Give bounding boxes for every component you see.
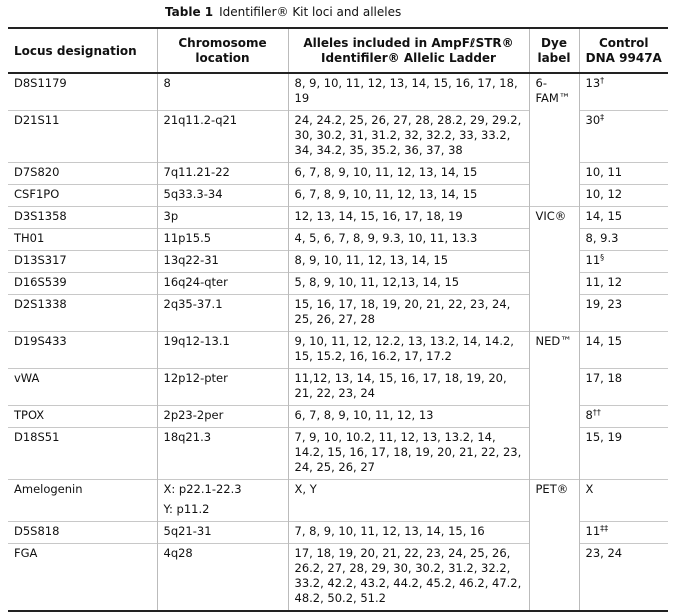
locus-cell: vWA bbox=[8, 369, 157, 406]
chromosome-cell: 18q21.3 bbox=[157, 428, 288, 480]
control-cell bbox=[579, 369, 668, 406]
control-value: 17, 18 bbox=[585, 371, 623, 385]
control-value: 8, 9.3 bbox=[585, 231, 619, 245]
locus-cell: D13S317 bbox=[8, 251, 157, 273]
table-title: Identifiler® Kit loci and alleles bbox=[219, 5, 402, 19]
control-value: 10, 12 bbox=[585, 187, 623, 201]
control-cell bbox=[579, 111, 668, 163]
table-row bbox=[8, 369, 668, 406]
control-value: 30 bbox=[585, 113, 601, 127]
table-header-row bbox=[8, 28, 668, 73]
alleles-cell: 24, 24.2, 25, 26, 27, 28, 28.2, 29, 29.2, 30, 30.2, 31, 31.2, 32, 32.2, 33, 33.2, 34, 34.2, 35, 35.2, 36, 37, 38 bbox=[288, 111, 529, 163]
table-row bbox=[8, 480, 668, 522]
chromosome-cell: 4q28 bbox=[157, 544, 288, 612]
control-cell bbox=[579, 229, 668, 251]
table-row bbox=[8, 73, 668, 111]
footnote-mark: † bbox=[600, 76, 605, 85]
locus-cell: CSF1PO bbox=[8, 185, 157, 207]
chromosome-cell: 7q11.21-22 bbox=[157, 163, 288, 185]
dye-cell bbox=[529, 185, 579, 207]
dye-cell: PET® bbox=[529, 480, 579, 522]
alleles-cell: 15, 16, 17, 18, 19, 20, 21, 22, 23, 24, 25, 26, 27, 28 bbox=[288, 295, 529, 332]
control-value: 23, 24 bbox=[585, 546, 623, 560]
dye-cell bbox=[529, 544, 579, 612]
dye-cell bbox=[529, 251, 579, 273]
dye-cell: NED™ bbox=[529, 332, 579, 369]
control-value: 13 bbox=[585, 76, 601, 90]
chromosome-cell bbox=[157, 480, 288, 522]
control-value: 14, 15 bbox=[585, 209, 623, 223]
table-row bbox=[8, 111, 668, 163]
locus-cell: D2S1338 bbox=[8, 295, 157, 332]
locus-cell: D18S51 bbox=[8, 428, 157, 480]
header-locus: Locus designation bbox=[14, 43, 137, 58]
table-number: Table 1 bbox=[165, 5, 214, 19]
locus-cell: FGA bbox=[8, 544, 157, 612]
locus-cell: Amelogenin bbox=[8, 480, 157, 522]
table-row bbox=[8, 428, 668, 480]
control-cell bbox=[579, 185, 668, 207]
control-cell bbox=[579, 251, 668, 273]
control-value: 8 bbox=[585, 408, 593, 422]
chromosome-cell: 5q33.3-34 bbox=[157, 185, 288, 207]
alleles-cell: 6, 7, 8, 9, 10, 11, 12, 13 bbox=[288, 406, 529, 428]
dye-cell bbox=[529, 295, 579, 332]
dye-cell bbox=[529, 522, 579, 544]
control-cell bbox=[579, 544, 668, 612]
dye-cell bbox=[529, 163, 579, 185]
alleles-cell: 8, 9, 10, 11, 12, 13, 14, 15, 16, 17, 18, 19 bbox=[288, 73, 529, 111]
control-value: 11 bbox=[585, 253, 601, 267]
alleles-cell: 11,12, 13, 14, 15, 16, 17, 18, 19, 20, 21, 22, 23, 24 bbox=[288, 369, 529, 406]
alleles-cell: 9, 10, 11, 12, 12.2, 13, 13.2, 14, 14.2, 15, 15.2, 16, 16.2, 17, 17.2 bbox=[288, 332, 529, 369]
loci-table bbox=[8, 27, 668, 612]
dye-cell: VIC® bbox=[529, 207, 579, 229]
table-row bbox=[8, 544, 668, 612]
alleles-cell: 12, 13, 14, 15, 16, 17, 18, 19 bbox=[288, 207, 529, 229]
control-cell bbox=[579, 480, 668, 522]
table-row bbox=[8, 332, 668, 369]
table-row bbox=[8, 273, 668, 295]
header-control: Control DNA 9947A bbox=[579, 28, 668, 73]
control-value: 19, 23 bbox=[585, 297, 623, 311]
dye-cell bbox=[529, 406, 579, 428]
locus-cell: D8S1179 bbox=[8, 73, 157, 111]
alleles-cell: X, Y bbox=[288, 480, 529, 522]
chromosome-x: X: p22.1-22.3 bbox=[163, 482, 242, 496]
locus-cell: D5S818 bbox=[8, 522, 157, 544]
header-dye: Dye label bbox=[529, 28, 579, 73]
alleles-cell: 8, 9, 10, 11, 12, 13, 14, 15 bbox=[288, 251, 529, 273]
control-cell bbox=[579, 273, 668, 295]
control-value: 14, 15 bbox=[585, 334, 623, 348]
chromosome-cell: 2p23-2per bbox=[157, 406, 288, 428]
control-cell bbox=[579, 73, 668, 111]
chromosome-cell: 12p12-pter bbox=[157, 369, 288, 406]
chromosome-cell: 11p15.5 bbox=[157, 229, 288, 251]
chromosome-cell: 16q24-qter bbox=[157, 273, 288, 295]
alleles-cell: 7, 9, 10, 10.2, 11, 12, 13, 13.2, 14, 14.2, 15, 16, 17, 18, 19, 20, 21, 22, 23, 24, 25, 26, 27 bbox=[288, 428, 529, 480]
control-value: 11, 12 bbox=[585, 275, 623, 289]
dye-cell bbox=[529, 229, 579, 251]
control-value: 10, 11 bbox=[585, 165, 623, 179]
control-cell bbox=[579, 406, 668, 428]
chromosome-cell: 3p bbox=[157, 207, 288, 229]
footnote-mark: ‡‡ bbox=[600, 524, 609, 533]
control-value: 11 bbox=[585, 524, 601, 538]
table-row bbox=[8, 229, 668, 251]
header-chromosome: Chromosome location bbox=[157, 28, 288, 73]
chromosome-cell: 5q21-31 bbox=[157, 522, 288, 544]
control-cell bbox=[579, 163, 668, 185]
alleles-cell: 6, 7, 8, 9, 10, 11, 12, 13, 14, 15 bbox=[288, 185, 529, 207]
alleles-cell: 5, 8, 9, 10, 11, 12,13, 14, 15 bbox=[288, 273, 529, 295]
dye-cell bbox=[529, 428, 579, 480]
alleles-cell: 7, 8, 9, 10, 11, 12, 13, 14, 15, 16 bbox=[288, 522, 529, 544]
locus-cell: D7S820 bbox=[8, 163, 157, 185]
table-row bbox=[8, 251, 668, 273]
control-cell bbox=[579, 428, 668, 480]
chromosome-cell: 13q22-31 bbox=[157, 251, 288, 273]
table-row bbox=[8, 522, 668, 544]
table-row bbox=[8, 185, 668, 207]
locus-cell: TH01 bbox=[8, 229, 157, 251]
control-cell bbox=[579, 295, 668, 332]
chromosome-cell: 19q12-13.1 bbox=[157, 332, 288, 369]
control-cell bbox=[579, 332, 668, 369]
chromosome-cell: 21q11.2-q21 bbox=[157, 111, 288, 163]
table-row bbox=[8, 163, 668, 185]
footnote-mark: § bbox=[600, 253, 605, 262]
locus-cell: D16S539 bbox=[8, 273, 157, 295]
alleles-cell: 17, 18, 19, 20, 21, 22, 23, 24, 25, 26, 26.2, 27, 28, 29, 30, 30.2, 31.2, 32.2, 33.2, 42.2, 43.2, 44.2, 45.2, 46.2, 47.2, 48.2, 50.2, 51.2 bbox=[288, 544, 529, 612]
alleles-cell: 6, 7, 8, 9, 10, 11, 12, 13, 14, 15 bbox=[288, 163, 529, 185]
table-row bbox=[8, 295, 668, 332]
table-row bbox=[8, 406, 668, 428]
footnote-mark: †† bbox=[592, 408, 601, 417]
control-cell bbox=[579, 207, 668, 229]
dye-cell bbox=[529, 369, 579, 406]
table-row bbox=[8, 207, 668, 229]
locus-cell: D3S1358 bbox=[8, 207, 157, 229]
chromosome-cell: 2q35-37.1 bbox=[157, 295, 288, 332]
table-caption bbox=[165, 4, 401, 20]
dye-cell: 6-FAM™ bbox=[529, 73, 579, 111]
header-alleles: Alleles included in AmpFℓSTR® Identifiler® Allelic Ladder bbox=[288, 28, 529, 73]
locus-cell: TPOX bbox=[8, 406, 157, 428]
locus-cell: D21S11 bbox=[8, 111, 157, 163]
chromosome-cell: 8 bbox=[157, 73, 288, 111]
footnote-mark: ‡ bbox=[600, 113, 605, 122]
alleles-cell: 4, 5, 6, 7, 8, 9, 9.3, 10, 11, 13.3 bbox=[288, 229, 529, 251]
control-cell bbox=[579, 522, 668, 544]
dye-cell bbox=[529, 273, 579, 295]
control-value: X bbox=[585, 482, 594, 496]
chromosome-y: Y: p11.2 bbox=[163, 502, 210, 516]
dye-cell bbox=[529, 111, 579, 163]
locus-cell: D19S433 bbox=[8, 332, 157, 369]
control-value: 15, 19 bbox=[585, 430, 623, 444]
